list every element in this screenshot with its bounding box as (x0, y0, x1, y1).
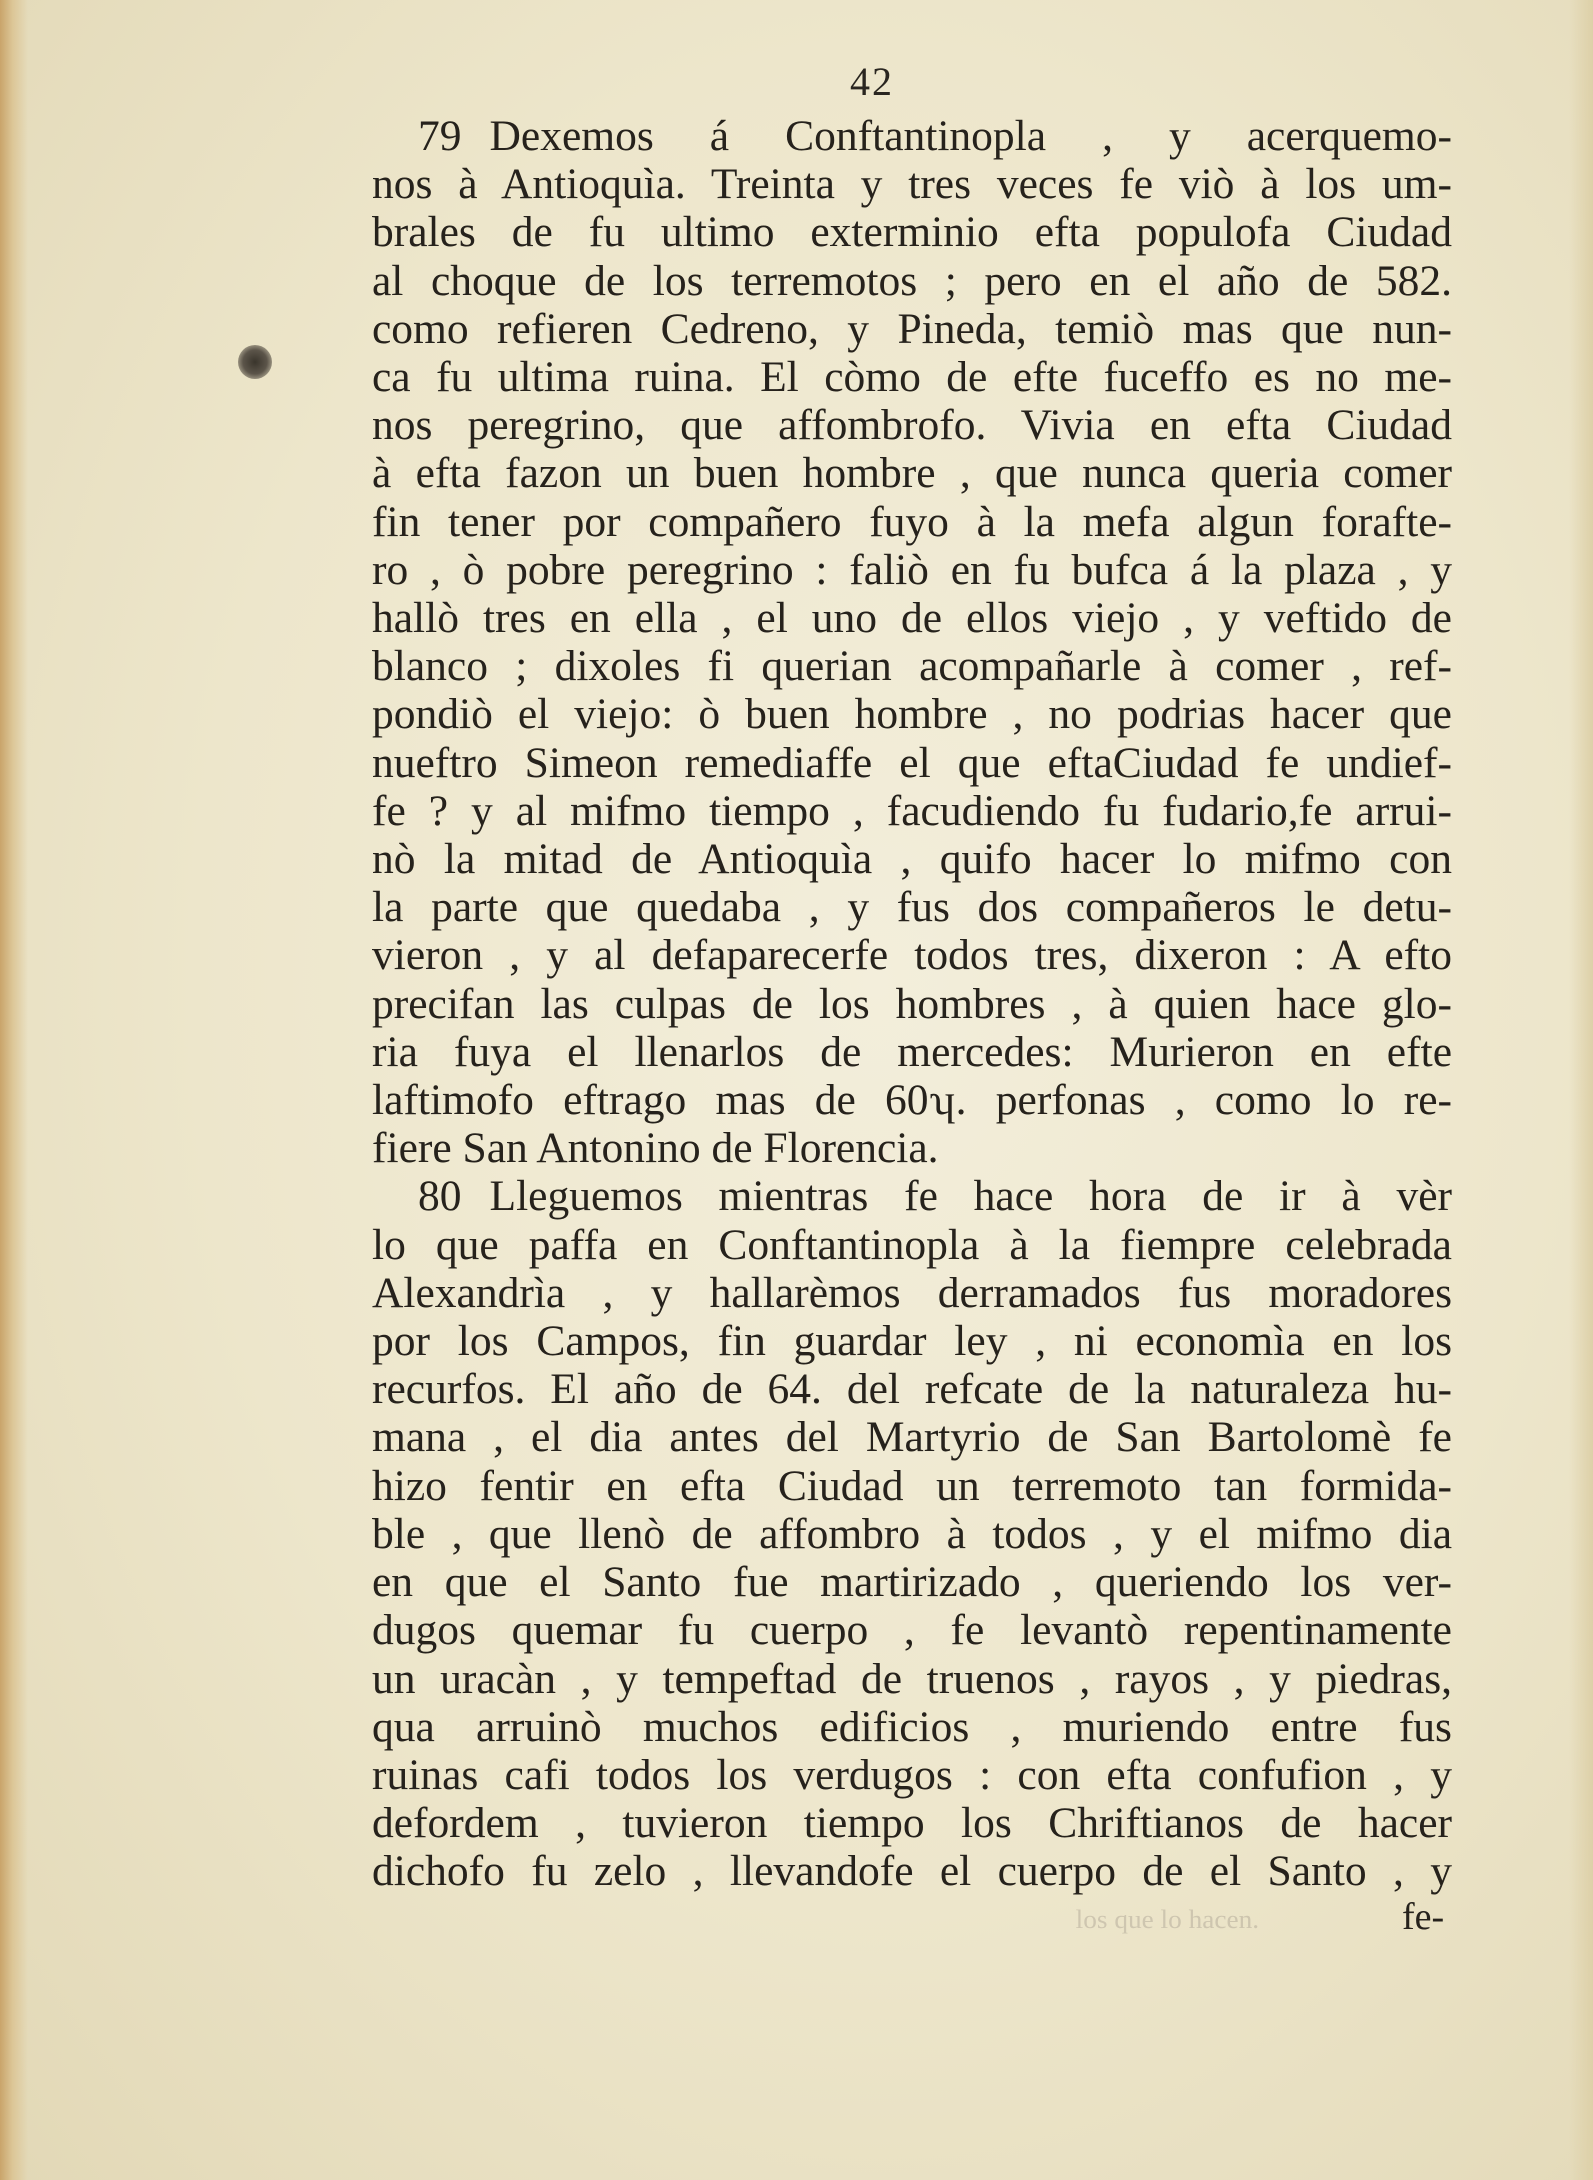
text-line: 79 Dexemos á Conftantinopla , y acerquemo- (418, 112, 1452, 160)
text-line: la parte que quedaba , y fus dos compañeros le detu- (372, 883, 1452, 932)
text-line: por los Campos, fin guardar ley , ni economìa en los (372, 1317, 1452, 1366)
text-line: recurfos. El año de 64. del refcate de la naturaleza hu- (372, 1365, 1452, 1414)
paragraph-79 (372, 112, 1452, 1172)
bleed-through-text: los que lo hacen. (1075, 1905, 1260, 1934)
text-line: qua arruinò muchos edificios , muriendo entre fus (372, 1702, 1452, 1751)
text-line: ria fuya el llenarlos de mercedes: Murieron en efte (372, 1027, 1452, 1076)
page-number: 42 (850, 59, 894, 104)
text-line: nos peregrino, que affombrofo. Vivia en efta Ciudad (372, 401, 1452, 450)
text-line: mana , el dia antes del Martyrio de San Bartolomè fe (372, 1413, 1452, 1462)
paragraph-number: 79 (418, 112, 462, 160)
text-line: nò la mitad de Antioquìa , quifo hacer lo mifmo con (372, 835, 1452, 884)
text-line: fe ? y al mifmo tiempo , facudiendo fu fudario,fe arrui- (372, 786, 1452, 835)
text-line: dichofo fu zelo , llevandofe el cuerpo de el Santo , y (372, 1847, 1452, 1896)
text-line: defordem , tuvieron tiempo los Chriftianos de hacer (372, 1799, 1452, 1848)
ink-stain (238, 345, 272, 379)
text-line: lo que paffa en Conftantinopla à la fiempre celebrada (372, 1220, 1452, 1269)
paragraph-80 (372, 1172, 1452, 1895)
page-gutter-shadow (0, 0, 28, 2180)
text-line: precifan las culpas de los hombres , à quien hace glo- (372, 979, 1452, 1028)
text-line: hizo fentir en efta Ciudad un terremoto tan formida- (372, 1461, 1452, 1510)
text-line: brales de fu ultimo exterminio efta populofa Ciudad (372, 208, 1452, 257)
body-text (372, 112, 1452, 1896)
text-line: un uracàn , y tempeftad de truenos , rayos , y piedras, (372, 1654, 1452, 1703)
page-edge-shadow (1569, 0, 1593, 2180)
text-line: fin tener por compañero fuyo à la mefa algun forafte- (372, 497, 1452, 546)
catchword: fe- (1402, 1896, 1445, 1938)
text-line: blanco ; dixoles fi querian acompañarle à comer , ref- (372, 642, 1452, 691)
text-line: dugos quemar fu cuerpo , fe levantò repentinamente (372, 1606, 1452, 1655)
text-line: vieron , y al defaparecerfe todos tres, dixeron : A efto (372, 931, 1452, 980)
text-line: 80 Lleguemos mientras fe hace hora de ir à vèr (418, 1172, 1452, 1221)
text-line: fiere San Antonino de Florencia. (372, 1124, 939, 1173)
paragraph-number: 80 (418, 1172, 462, 1221)
text-line: al choque de los terremotos ; pero en el año de 582. (372, 256, 1452, 305)
text-line: laftimofo eftrago mas de 60ʮ. perfonas , como lo re- (372, 1076, 1452, 1125)
text-line: nueftro Simeon remediaffe el que eftaCiudad fe undief- (372, 738, 1452, 787)
text-line: pondiò el viejo: ò buen hombre , no podrias hacer que (372, 690, 1452, 739)
text-line: ruinas cafi todos los verdugos : con efta confufion , y (372, 1750, 1452, 1799)
text-line: hallò tres en ella , el uno de ellos viejo , y veftido de (372, 594, 1452, 643)
text-line: como refieren Cedreno, y Pineda, temiò mas que nun- (372, 304, 1452, 353)
text-line: à efta fazon un buen hombre , que nunca queria comer (372, 449, 1452, 498)
text-line: ro , ò pobre peregrino : faliò en fu bufca á la plaza , y (372, 545, 1452, 594)
text-line: Alexandrìa , y hallarèmos derramados fus moradores (372, 1268, 1452, 1317)
text-line: en que el Santo fue martirizado , queriendo los ver- (372, 1558, 1452, 1607)
text-line: ca fu ultima ruina. El còmo de efte fuceffo es no me- (372, 353, 1452, 402)
text-line: ble , que llenò de affombro à todos , y el mifmo dia (372, 1509, 1452, 1558)
text-line: nos à Antioquìa. Treinta y tres veces fe viò à los um- (372, 160, 1452, 209)
